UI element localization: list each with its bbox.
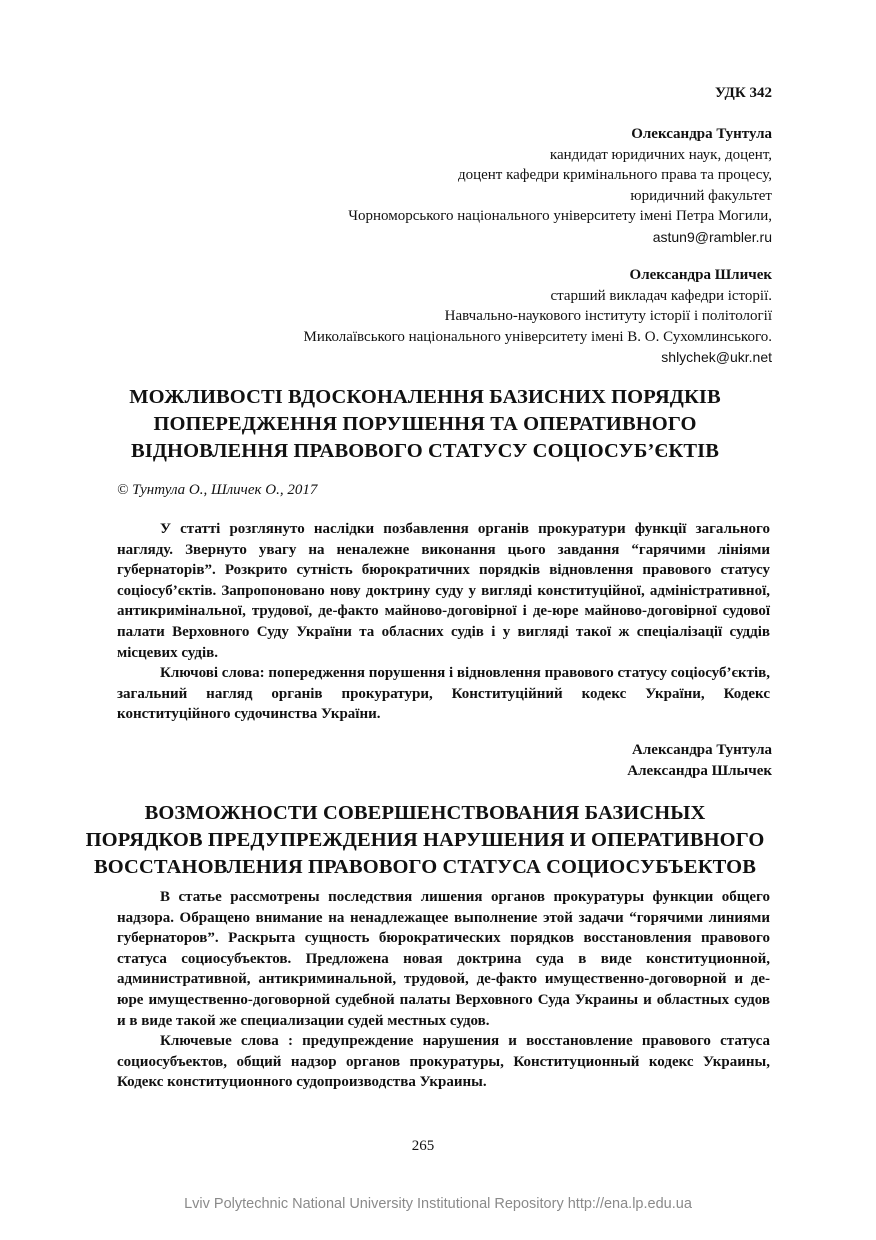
udk-code: УДК 342 <box>715 85 772 101</box>
author-email[interactable]: astun9@rambler.ru <box>652 228 772 245</box>
author-affiliation-line: старший викладач кафедри історії. <box>550 287 772 304</box>
abstract-russian <box>117 887 770 1093</box>
keywords-text: Ключові слова: попередження порушення і відновлення правового статусу соціосуб’єктів, загальний нагляд органів прокуратури, Конституційний кодекс України, Кодекс конституційного судочинства України. <box>117 665 770 723</box>
author-affiliation-line: кандидат юридичних наук, доцент, <box>549 146 772 163</box>
page-number: 265 <box>411 1138 435 1154</box>
author-name: Александра Шлычек <box>627 762 772 779</box>
author-affiliation-line: Чорноморського національного університету імені Петра Могили, <box>348 208 772 224</box>
author-affiliation-line: Миколаївського національного університету імені В. О. Сухомлинського. <box>303 328 772 345</box>
author-name: Олександра Шличек <box>629 267 772 283</box>
author-name: Олександра Тунтула <box>631 126 772 142</box>
title-line: ПОПЕРЕДЖЕННЯ ПОРУШЕННЯ ТА ОПЕРАТИВНОГО <box>153 413 697 435</box>
author-affiliation-line: Навчально-наукового інституту історії і політології <box>444 308 772 324</box>
author-affiliation-line: юридичний факультет <box>630 187 772 204</box>
author-affiliation-line: доцент кафедри кримінального права та процесу, <box>457 167 772 183</box>
author-block-2 <box>304 265 772 368</box>
copyright-notice: © Тунтула О., Шличек О., 2017 <box>117 482 318 498</box>
title-line: ВІДНОВЛЕННЯ ПРАВОВОГО СТАТУСУ СОЦІОСУБ’ЄКТІВ <box>131 440 719 462</box>
abstract-text: В статье рассмотрены последствия лишения органов прокуратуры функции общего надзора. Обращено внимание на ненадлежащее выполнение этой задачи “горячими линиями губернаторов”. Раскрыта сущность бюрократических порядков восстановления правового статуса социосубъектов. Предложена новая доктрина суда в виде конституционной, административной, антикриминальной, трудовой, де-факто имущественно-договорной и де-юре имущественно-договорной судебной палаты Верховного Суда Украины и областных судов и в виде такой же специализации судей местных судов. <box>117 889 770 1029</box>
title-line: МОЖЛИВОСТІ ВДОСКОНАЛЕННЯ БАЗИСНИХ ПОРЯДКІВ <box>129 386 721 408</box>
article-title-russian <box>80 800 770 881</box>
article-title-ukrainian <box>80 384 770 465</box>
authors-russian <box>627 740 772 781</box>
abstract-ukrainian <box>117 519 770 725</box>
abstract-text: У статті розглянуто наслідки позбавлення органів прокуратури функції загального нагляду. Звернуто увагу на неналежне виконання цього завдання “гарячими лініями губернаторів”. Розкрито сутність бюрократичних порядків відновлення правового статусу соціосуб’єктів. Запропоновано нову доктрину суду у вигляді конституційної, адміністративної, антикримінальної, трудової, де-факто майново-договірної і де-юре майново-договірної судової палати Верховного Суду України та обласних судів і у вигляді такої ж спеціалізації суддів місцевих судів. <box>117 521 770 661</box>
author-email[interactable]: shlychek@ukr.net <box>661 349 772 365</box>
author-name: Александра Тунтула <box>632 742 772 758</box>
title-line: ВОССТАНОВЛЕНИЯ ПРАВОВОГО СТАТУСА СОЦИОСУБЪЕКТОВ <box>93 856 756 878</box>
keywords-text: Ключевые слова : предупреждение нарушения и восстановление правового статуса социосубъектов, общий надзор органов прокуратуры, Конституционный кодекс Украины, Кодекс конституционного судопроизводства Украины. <box>117 1033 770 1091</box>
repository-footer[interactable]: Lviv Polytechnic National University Institutional Repository http://ena.lp.edu.ua <box>184 1196 692 1212</box>
title-line: ПОРЯДКОВ ПРЕДУПРЕЖДЕНИЯ НАРУШЕНИЯ И ОПЕРАТИВНОГО <box>85 829 765 851</box>
author-block-1 <box>348 124 772 247</box>
title-line: ВОЗМОЖНОСТИ СОВЕРШЕНСТВОВАНИЯ БАЗИСНЫХ <box>144 802 706 824</box>
